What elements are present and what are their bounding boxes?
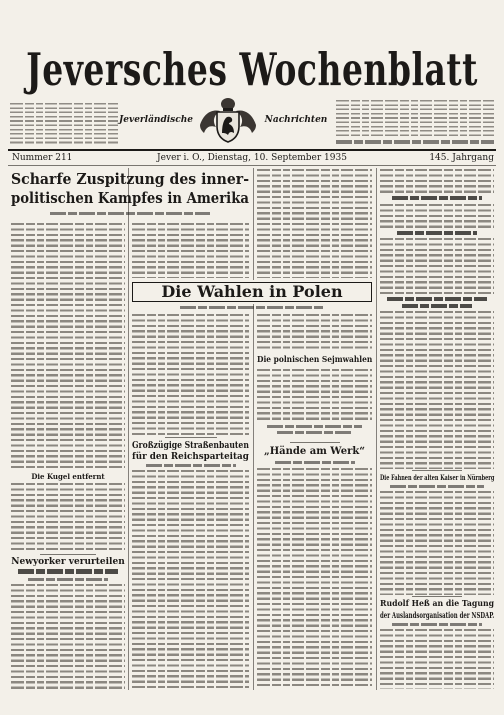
- article-separator: [40, 554, 96, 555]
- subheadline-poland: [180, 306, 325, 309]
- subheadline-america: [50, 212, 210, 215]
- heading-col4-3-line-2: [402, 304, 472, 308]
- article-col3-top-text: [257, 169, 372, 278]
- coat-of-arms-svg: [196, 95, 260, 145]
- dateline-top-rule: [8, 149, 496, 151]
- subscription-info-text: [10, 103, 118, 145]
- article-col4-text-4: [380, 311, 494, 469]
- article-poland-text-col3: [257, 314, 372, 352]
- heading-col4-3-line-1: [387, 297, 487, 301]
- headline-roads-line-2: für den Reichsparteitag: [132, 451, 249, 462]
- subheadline-nuremberg-line-1: [267, 425, 362, 428]
- article-flags-text: [380, 491, 494, 595]
- headline-poland: Die Wahlen in Polen: [161, 282, 343, 301]
- headline-sejm: Die polnischen Sejmwahlen: [257, 355, 373, 365]
- issue-date: Jever i. O., Dienstag, 10. September 1935: [157, 153, 347, 163]
- column-rule-2a: [253, 168, 254, 280]
- headline-film: „Hände am Werk“: [263, 446, 366, 457]
- subheadline-newyork: [28, 578, 108, 581]
- headline-newyork-line-2: [18, 569, 118, 574]
- headline-hess-line-2: der Auslandsorganisation der NSDAP.: [380, 610, 495, 620]
- masthead-title-wrapper: [10, 43, 494, 97]
- article-col4-text-2: [380, 204, 494, 228]
- subheadline-nuremberg-line-2: [277, 431, 352, 434]
- masthead-subtitle-right: Nachrichten: [264, 115, 328, 125]
- heading-col4-1: [392, 196, 482, 200]
- subheadline-hess: [392, 623, 482, 626]
- subheading-america: Die Kugel entfernt: [31, 472, 105, 481]
- subheadline-flags: [390, 485, 484, 488]
- coat-of-arms-icon: [196, 95, 260, 145]
- dateline-bottom-rule: [8, 165, 496, 166]
- article-hess-text: [380, 629, 494, 689]
- article-poland-text-col2: [132, 314, 249, 436]
- article-separator: [412, 470, 462, 471]
- subheadline-roads: [146, 464, 236, 467]
- article-america-text-2: [11, 483, 125, 553]
- article-newyork-text: [11, 584, 125, 689]
- headline-america-line-1: Scharfe Zuspitzung des inner-: [11, 170, 250, 188]
- subheadline-film: [275, 461, 355, 464]
- article-america-text-col2: [132, 223, 249, 278]
- headline-flags: Die Fahnen der alten Kaiser in Nürnberg: [380, 473, 495, 482]
- article-america-text-1: [11, 223, 125, 471]
- column-rule-3: [376, 168, 377, 690]
- advertising-info-text: [336, 100, 494, 136]
- masthead-title: Jeversches Wochenblatt: [26, 43, 478, 96]
- issue-number: Nummer 211: [12, 153, 73, 163]
- article-separator: [290, 442, 340, 443]
- article-sejm-text: [257, 369, 372, 421]
- column-rule-1: [128, 168, 129, 690]
- postal-info-line: [336, 140, 494, 144]
- article-roads-text: [132, 470, 249, 689]
- article-separator: [412, 596, 462, 597]
- headline-newyork: Newyorker verurteilen: [11, 557, 125, 567]
- article-col4-text-1: [380, 169, 494, 193]
- headline-hess-line-1: Rudolf Heß an die Tagung: [380, 599, 495, 609]
- headline-poland-box: [132, 282, 372, 302]
- headline-america-line-2: politischen Kampfes in Amerika: [11, 189, 249, 207]
- issue-volume: 145. Jahrgang: [429, 153, 494, 163]
- article-separator: [165, 437, 217, 438]
- heading-col4-2: [397, 231, 477, 235]
- headline-roads-line-1: Großzügige Straßenbauten: [132, 440, 249, 451]
- article-film-text: [257, 468, 372, 689]
- article-col4-text-3: [380, 238, 494, 294]
- column-rule-2b: [253, 304, 254, 690]
- masthead-subtitle-left: Jeverländische: [118, 115, 193, 125]
